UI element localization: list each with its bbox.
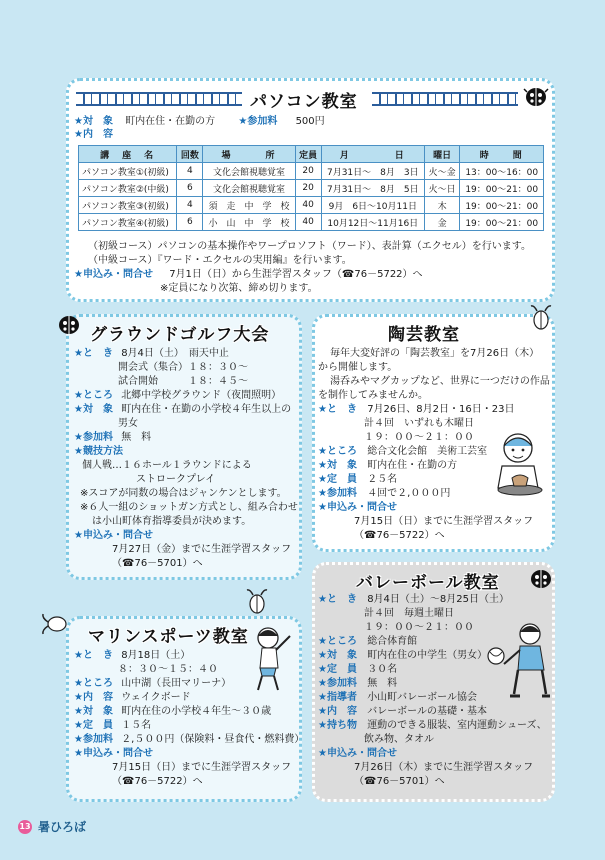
marine-apply-tel: （☎76－5722）へ: [112, 776, 203, 787]
label: ★と き: [74, 650, 113, 661]
table-cell: 6: [177, 214, 203, 231]
table-cell: 10月12日～11月16日: [321, 214, 424, 231]
toge-intro-2: から開催します。: [318, 362, 398, 373]
marine-content: [74, 691, 191, 705]
table-cell: 須 走 中 学 校: [203, 197, 295, 214]
volley-title: バレーボール教室: [356, 573, 500, 593]
table-cell: 19：00～21：00: [460, 180, 544, 197]
value: 町内在住の中学生（男女）: [367, 650, 488, 661]
marine-date: [74, 649, 190, 663]
value: 小山町バレーボール協会: [367, 692, 477, 703]
column-header: 曜日: [424, 146, 460, 163]
label: ★内 容: [74, 692, 113, 703]
value: ２,５００円（保険料・昼食代・燃料費）: [121, 734, 305, 745]
value: 総合文化会館 美術工芸室: [367, 446, 488, 457]
surfer-illustration: [246, 622, 298, 694]
value: 7月1日（日）から生涯学習スタッフ（☎76－5722）へ: [169, 269, 423, 280]
label: ★参加料: [318, 488, 357, 499]
page-number: 13: [18, 820, 32, 834]
label: ★申込み・問合せ: [74, 269, 153, 280]
volley-content: [318, 705, 487, 719]
value: 町内在住の小学校４年生～３０歳: [121, 706, 272, 717]
table-header-row: [79, 146, 544, 163]
table-cell: 文化会館視聴覚室: [203, 163, 295, 180]
label: ★と き: [74, 348, 113, 359]
label: ★対 象: [74, 404, 113, 415]
value: 山中湖（長田マリーナ）: [121, 678, 232, 689]
volley-capacity: [318, 663, 397, 677]
golf-date: [74, 347, 229, 361]
beetle-icon: [528, 302, 554, 332]
table-cell: 7月31日～ 8月 5日: [321, 180, 424, 197]
marine-fee: [74, 733, 304, 747]
volleyball-player-illustration: [484, 620, 552, 702]
label: ★申込み・問合せ: [74, 530, 153, 541]
golf-title: グラウンドゴルフ大会: [90, 325, 270, 345]
value: ウェイクボード: [121, 692, 191, 703]
beetle-icon: [244, 586, 270, 616]
value: 北郷中学校グラウンド（夜間照明）: [121, 390, 282, 401]
marine-apply-label: [74, 747, 153, 761]
toge-date-2: 計４回 いずれも木曜日: [364, 418, 474, 429]
label: ★対 象: [74, 706, 113, 717]
table-cell: 9月 6日～10月11日: [321, 197, 424, 214]
golf-fee: [74, 431, 151, 445]
value: 7月26日、8月2日・16日・23日: [367, 404, 515, 415]
table-cell: 13：00～16：00: [460, 163, 544, 180]
volley-date-2: 計４回 毎週土曜日: [364, 608, 454, 619]
label: ★と き: [318, 404, 357, 415]
toge-apply: 7月15日（日）までに生涯学習スタッフ: [354, 516, 534, 527]
volley-coach: [318, 691, 477, 705]
table-cell: 40: [295, 214, 321, 231]
toge-capacity: [318, 473, 397, 487]
value: 町内在住・在勤の方: [367, 460, 458, 471]
golf-method-1: 個人戦…１６ホール１ラウンドによる: [82, 460, 252, 471]
golf-apply: 7月27日（金）までに生涯学習スタッフ: [112, 544, 292, 555]
value: 8月4日（土） 雨天中止: [121, 348, 229, 359]
table-cell: 文化会館視聴覚室: [203, 180, 295, 197]
ladybug-icon: [528, 566, 554, 590]
label: ★定 員: [74, 720, 113, 731]
toge-title: 陶芸教室: [388, 325, 460, 345]
value: 無 料: [121, 432, 152, 443]
column-header: 回数: [177, 146, 203, 163]
table-cell: 4: [177, 163, 203, 180]
golf-note-1: ※スコアが同数の場合はジャンケンとします。: [80, 488, 287, 499]
table-cell: 40: [295, 197, 321, 214]
value: 8月4日（土）～8月25日（土）: [367, 594, 509, 605]
table-cell: パソコン教室②(中級): [79, 180, 177, 197]
golf-method-2: ストロークプレイ: [136, 474, 216, 485]
volley-date: [318, 593, 509, 607]
value: ４回で２,０００円: [367, 488, 451, 499]
volley-apply: 7月26日（木）までに生涯学習スタッフ: [354, 762, 534, 773]
label: ★ところ: [74, 678, 113, 689]
toge-intro-3: 湯呑みやマグカップなど、世界に一つだけの作品: [330, 376, 550, 387]
table-cell: 19：00～21：00: [460, 197, 544, 214]
label: ★指導者: [318, 692, 357, 703]
marine-capacity: [74, 719, 151, 733]
golf-note-2: ※６人一組のショットガン方式とし、組み合わせ: [80, 502, 298, 513]
table-row: [79, 214, 544, 231]
value: ３０名: [367, 664, 398, 675]
column-header: 場 所: [203, 146, 295, 163]
marine-target: [74, 705, 271, 719]
label: ★申込み・問合せ: [74, 748, 153, 759]
label: ★申込み・問合せ: [318, 502, 397, 513]
golf-apply-label: [74, 529, 153, 543]
column-header: 月 日: [321, 146, 424, 163]
title-decoration-right: [372, 92, 518, 106]
value: ２５名: [367, 474, 398, 485]
golf-open-time: 開会式（集合）１８：３０～: [118, 362, 248, 373]
toge-time: １９：００～２１：００: [364, 432, 474, 443]
table-cell: パソコン教室④(初級): [79, 214, 177, 231]
volley-items: [318, 719, 547, 733]
table-cell: 4: [177, 197, 203, 214]
label: ★ところ: [74, 390, 113, 401]
pasokon-note-2: （中級コース）『ワード・エクセルの実用編』を行います。: [88, 255, 352, 266]
golf-target: [74, 403, 291, 417]
toge-fee: [318, 487, 450, 501]
volley-fee: [318, 677, 397, 691]
label: ★競技方法: [74, 446, 123, 457]
pottery-illustration: [488, 428, 552, 502]
value: 町内在住・在勤の方: [125, 116, 216, 127]
column-header: 定員: [295, 146, 321, 163]
value: 8月18日（土）: [121, 650, 191, 661]
label: ★申込み・問合せ: [318, 748, 397, 759]
golf-target-2: 男女: [118, 418, 138, 429]
column-header: 時 間: [460, 146, 544, 163]
pasokon-schedule-table: [78, 145, 544, 231]
beetle-icon: [40, 608, 70, 638]
marine-place: [74, 677, 231, 691]
label: ★ところ: [318, 446, 357, 457]
table-cell: 7月31日～ 8月 3日: [321, 163, 424, 180]
label: ★と き: [318, 594, 357, 605]
volley-place: [318, 635, 417, 649]
table-cell: 20: [295, 163, 321, 180]
pasokon-apply-note: ※定員になり次第、締め切ります。: [160, 283, 318, 294]
golf-place: [74, 389, 281, 403]
value: 500円: [295, 116, 325, 127]
label: ★定 員: [318, 474, 357, 485]
table-cell: パソコン教室③(初級): [79, 197, 177, 214]
golf-start-time: 試合開始 １８：４５～: [118, 376, 248, 387]
table-cell: 火～日: [424, 180, 460, 197]
toge-apply-tel: （☎76－5722）へ: [354, 530, 445, 541]
table-cell: 19：00～21：00: [460, 214, 544, 231]
label: ★ところ: [318, 636, 357, 647]
label: ★対 象: [318, 460, 357, 471]
value: 無 料: [367, 678, 398, 689]
marine-apply: 7月15日（日）までに生涯学習スタッフ: [112, 762, 292, 773]
toge-target: [318, 459, 457, 473]
volley-apply-tel: （☎76－5701）へ: [354, 776, 445, 787]
table-cell: 6: [177, 180, 203, 197]
golf-apply-tel: （☎76－5701）へ: [112, 558, 203, 569]
table-cell: 小 山 中 学 校: [203, 214, 295, 231]
table-cell: 火～金: [424, 163, 460, 180]
title-decoration-left: [76, 92, 242, 106]
column-header: 講 座 名: [79, 146, 177, 163]
toge-apply-label: [318, 501, 397, 515]
label: ★参加料: [74, 432, 113, 443]
value: １５名: [121, 720, 152, 731]
table-row: [79, 197, 544, 214]
table-cell: パソコン教室①(初級): [79, 163, 177, 180]
volley-items-2: 飲み物、タオル: [364, 734, 434, 745]
value: 総合体育館: [367, 636, 418, 647]
pasokon-apply: [74, 268, 423, 282]
volley-apply-label: [318, 747, 397, 761]
ladybug-icon: [523, 84, 549, 108]
toge-intro-4: を制作してみませんか。: [318, 390, 428, 401]
pasokon-note-1: （初級コース）パソコンの基本操作やワープロソフト（ワード）、表計算（エクセル）を行います。: [88, 241, 531, 252]
table-cell: 木: [424, 197, 460, 214]
label: ★参加料: [74, 734, 113, 745]
table-cell: 20: [295, 180, 321, 197]
footer: [18, 818, 86, 835]
table-cell: 金: [424, 214, 460, 231]
pasokon-title: パソコン教室: [250, 92, 358, 112]
volley-target: [318, 649, 487, 663]
table-row: [79, 180, 544, 197]
toge-date: [318, 403, 514, 417]
table-row: [79, 163, 544, 180]
label: ★対 象: [74, 116, 113, 127]
magazine-name: 暑ひろば: [38, 820, 87, 834]
ladybug-icon: [56, 312, 82, 336]
pasokon-content: [74, 128, 113, 142]
label: ★持ち物: [318, 720, 357, 731]
label: ★定 員: [318, 664, 357, 675]
marine-time: ８：３０～１５：４０: [118, 664, 218, 675]
toge-place: [318, 445, 487, 459]
volley-time: １９：００～２１：００: [364, 622, 474, 633]
label: ★内 容: [318, 706, 357, 717]
value: 町内在住・在勤の小学校４年生以上の: [121, 404, 292, 415]
marine-title: マリンスポーツ教室: [88, 627, 249, 647]
value: バレーボールの基礎・基本: [367, 706, 487, 717]
pasokon-target: [74, 115, 325, 129]
golf-note-3: は小山町体育指導委員が決めます。: [92, 516, 252, 527]
label: ★参加料: [238, 116, 278, 127]
value: 運動のできる服装、室内運動シューズ、: [367, 720, 547, 731]
golf-method-label: [74, 445, 123, 459]
label: ★対 象: [318, 650, 357, 661]
toge-intro-1: 毎年大変好評の「陶芸教室」を7月26日（木）: [330, 348, 540, 359]
label: ★参加料: [318, 678, 357, 689]
label: ★内 容: [74, 129, 113, 140]
